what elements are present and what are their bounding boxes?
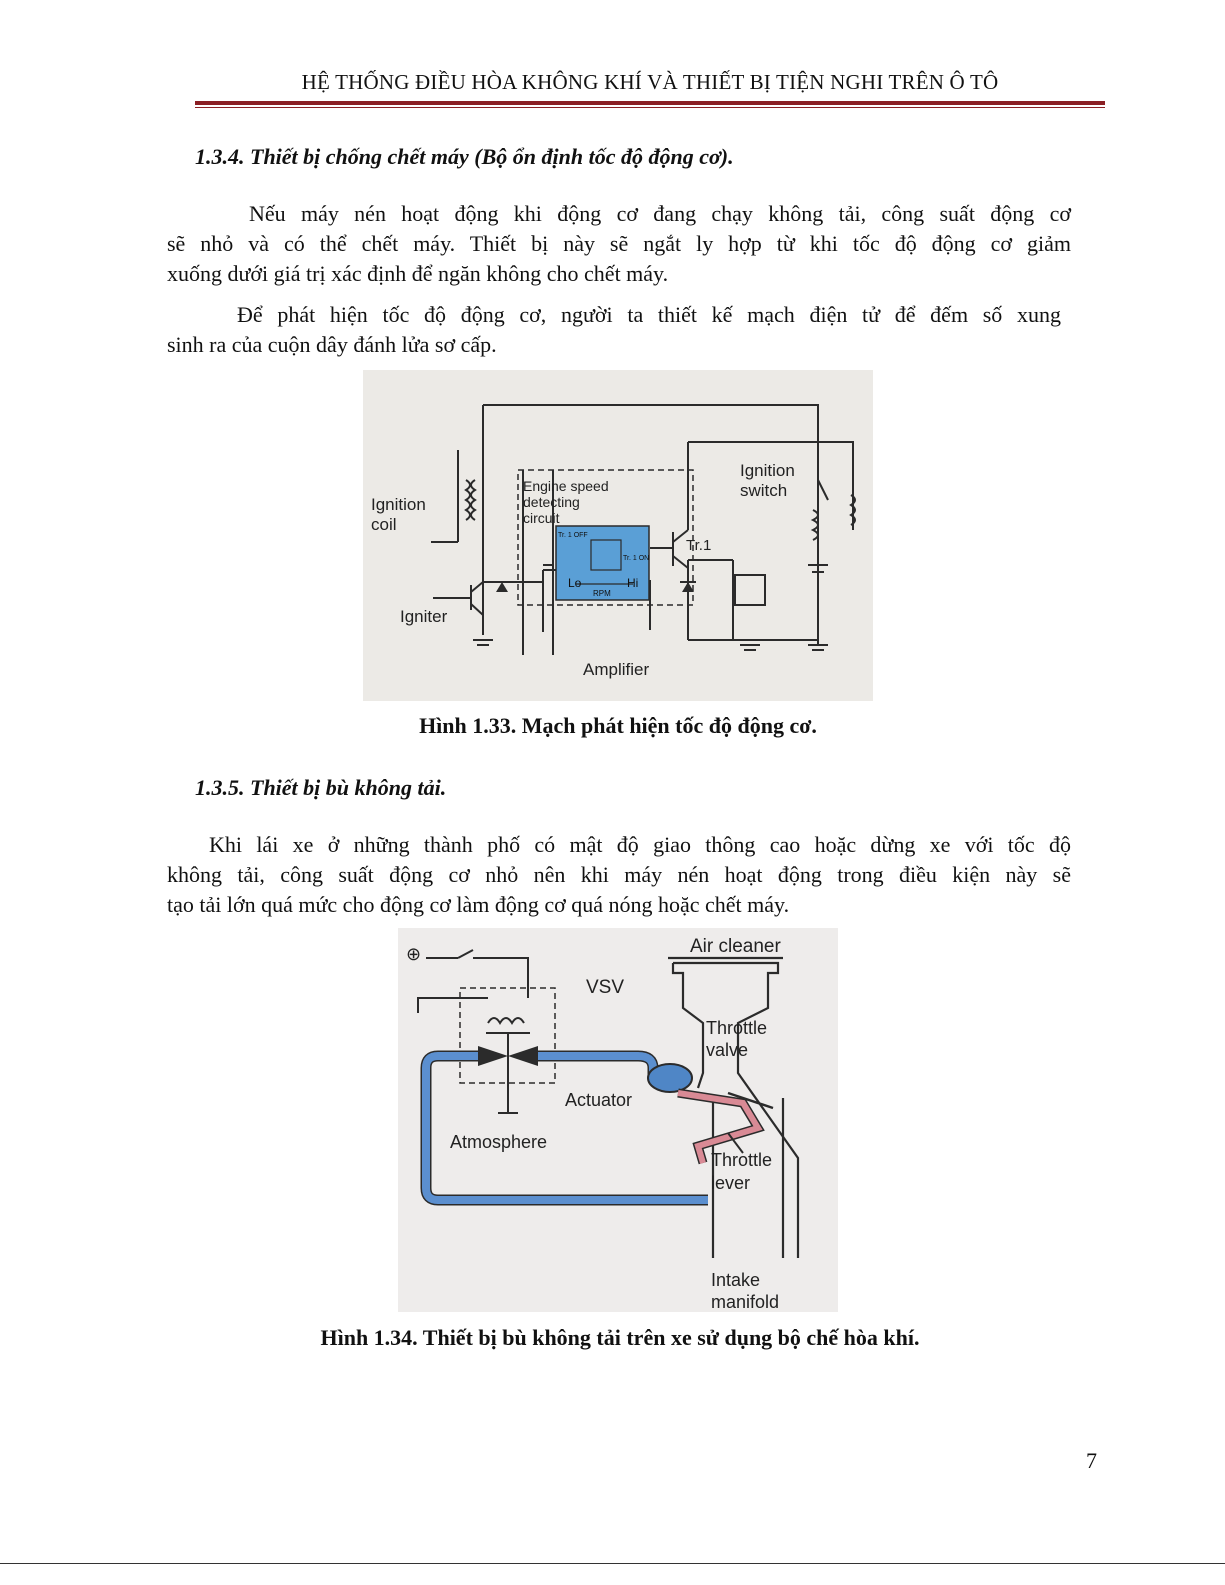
section-heading-1-3-4: 1.3.4. Thiết bị chống chết máy (Bộ ổn định tốc độ động cơ). — [195, 144, 734, 169]
label-throttle-valve-2: valve — [706, 1040, 749, 1060]
label-throttle-valve-1: Throttle — [706, 1018, 768, 1038]
label-lo: Lo — [568, 576, 582, 590]
plus-terminal-icon: ⊕ — [406, 944, 422, 964]
label-vsv: VSV — [586, 977, 625, 998]
paragraph-line: Khi lái xe ở những thành phố có mật độ giao thông cao hoặc dừng xe với tốc độ — [209, 832, 1071, 857]
label-ignition-coil-2: coil — [371, 515, 397, 534]
label-igniter: Igniter — [400, 607, 448, 626]
paragraph-line: xuống dưới giá trị xác định để ngăn không cho chết máy. — [167, 261, 669, 286]
label-ignition-switch-2: switch — [740, 481, 788, 500]
label-ignition-coil-1: Ignition — [371, 495, 426, 514]
page-number: 7 — [1086, 1448, 1097, 1473]
label-hi: Hi — [627, 576, 639, 590]
label-intake-1: Intake — [711, 1270, 761, 1290]
paragraph-line: Để phát hiện tốc độ động cơ, người ta thiết kế mạch điện tử để đếm số xung — [237, 302, 1061, 327]
paragraph-2 — [167, 300, 1061, 360]
paragraph-line: sẽ nhỏ và có thể chết máy. Thiết bị này sẽ ngắt ly hợp từ khi tốc độ động cơ giảm — [167, 231, 1071, 256]
label-engine-speed-3: circuit — [523, 510, 560, 526]
label-tr1-on: Tr. 1 ON — [623, 555, 650, 562]
label-engine-speed-1: Engine speed — [523, 478, 609, 494]
label-throttle-lever-2: lever — [711, 1173, 751, 1193]
label-engine-speed-2: detecting — [523, 494, 580, 510]
label-intake-2: manifold — [711, 1292, 780, 1312]
paragraph-line: tạo tải lớn quá mức cho động cơ làm động cơ quá nóng hoặc chết máy. — [167, 892, 790, 917]
figure-caption-1-34: Hình 1.34. Thiết bị bù không tải trên xe sử dụng bộ chế hòa khí. — [320, 1325, 920, 1350]
header-rule-thick — [195, 101, 1105, 105]
label-air-cleaner: Air cleaner — [690, 936, 781, 957]
paragraph-line: không tải, công suất động cơ nhỏ nên khi máy nén hoạt động trong điều kiện này sẽ — [167, 862, 1071, 887]
paragraph-line: Nếu máy nén hoạt động khi động cơ đang chạy không tải, công suất động cơ — [249, 201, 1071, 226]
running-header: HỆ THỐNG ĐIỀU HÒA KHÔNG KHÍ VÀ THIẾT BỊ TIỆN NGHI TRÊN Ô TÔ — [301, 70, 999, 94]
figure-idle-compensator — [398, 928, 838, 1312]
section-heading-1-3-5: 1.3.5. Thiết bị bù không tải. — [195, 775, 447, 800]
paragraph-3 — [167, 830, 1071, 920]
label-tr1-off: Tr. 1 OFF — [558, 532, 588, 539]
figure-caption-1-33: Hình 1.33. Mạch phát hiện tốc độ động cơ. — [419, 713, 817, 738]
label-ignition-switch-1: Ignition — [740, 461, 795, 480]
page-bottom-edge — [0, 1563, 1225, 1564]
label-atmosphere: Atmosphere — [450, 1132, 548, 1152]
paragraph-line: sinh ra của cuộn dây đánh lửa sơ cấp. — [167, 332, 497, 357]
paragraph-1 — [167, 199, 1071, 289]
label-actuator: Actuator — [565, 1090, 633, 1110]
label-throttle-lever-1: Throttle — [711, 1150, 773, 1170]
label-rpm: RPM — [593, 589, 611, 598]
figure-engine-speed-circuit — [363, 370, 873, 701]
label-tr1: Tr.1 — [686, 537, 712, 554]
header-rule-thin — [195, 107, 1105, 108]
label-amplifier: Amplifier — [583, 660, 650, 679]
